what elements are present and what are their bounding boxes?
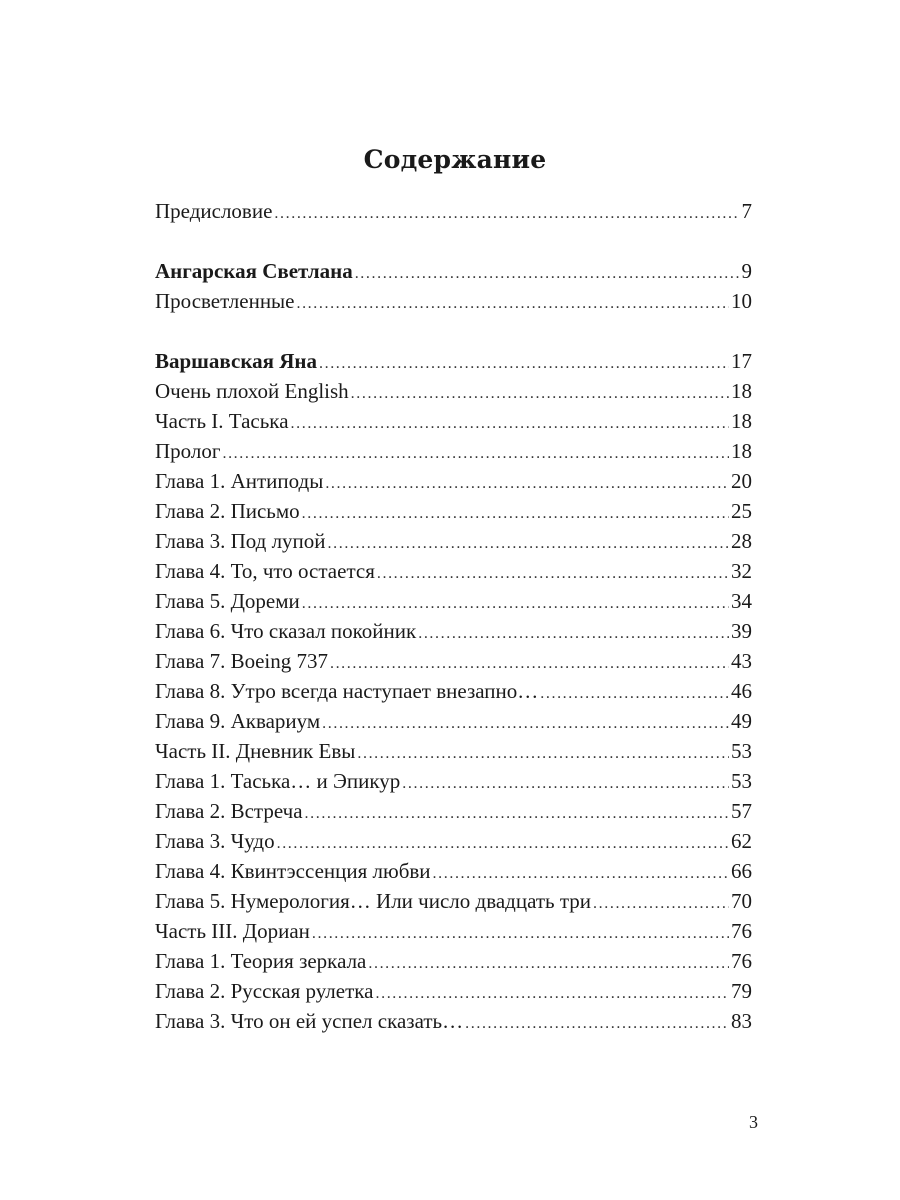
- toc-entry-title: Глава 2. Русская рулетка: [155, 979, 374, 1003]
- toc-entry-page: 53: [731, 739, 752, 763]
- toc-entry-title: Глава 1. Антиподы: [155, 469, 324, 493]
- toc-entry-title: Глава 4. То, что остается: [155, 559, 375, 583]
- dot-leader: [357, 739, 729, 769]
- toc-entry: [155, 796, 752, 826]
- dot-leader: [291, 409, 729, 439]
- toc-entry: [155, 706, 752, 736]
- toc-entry-title: Пролог: [155, 439, 221, 463]
- toc-entry-title: Глава 4. Квинтэссенция любви: [155, 859, 431, 883]
- toc-entry-page: 39: [731, 619, 752, 643]
- toc-entry-title: Глава 1. Теория зеркала: [155, 949, 367, 973]
- toc-entry-title: Варшавская Яна: [155, 349, 317, 373]
- dot-leader: [376, 979, 730, 1009]
- dot-leader: [351, 379, 729, 409]
- toc-entry-title: Глава 3. Что он ей успел сказать…: [155, 1009, 464, 1033]
- dot-leader: [319, 349, 729, 379]
- toc-entry-page: 25: [731, 499, 752, 523]
- toc-entry: [155, 466, 752, 496]
- dot-leader: [465, 1009, 729, 1039]
- page-title: Содержание: [363, 144, 547, 174]
- toc-entry: [155, 976, 752, 1006]
- toc-entry-title: Часть I. Таська: [155, 409, 289, 433]
- toc-entry-title: Часть II. Дневник Евы: [155, 739, 356, 763]
- dot-leader: [433, 859, 729, 889]
- toc-entry-page: 18: [731, 379, 752, 403]
- toc-entry-page: 17: [731, 349, 752, 373]
- dot-leader: [328, 529, 729, 559]
- dot-leader: [222, 439, 729, 469]
- toc-entry: [155, 286, 752, 316]
- toc-entry-page: 10: [731, 289, 752, 313]
- toc-entry-page: 57: [731, 799, 752, 823]
- toc-entry: [155, 1006, 752, 1036]
- dot-leader: [355, 259, 740, 289]
- toc-entry-title: Глава 3. Под лупой: [155, 529, 326, 553]
- toc-entry-title: Глава 2. Встреча: [155, 799, 303, 823]
- dot-leader: [302, 499, 729, 529]
- toc-entry-page: 18: [731, 439, 752, 463]
- toc-entry: [155, 196, 752, 226]
- toc-entry-page: 32: [731, 559, 752, 583]
- toc-entry-page: 28: [731, 529, 752, 553]
- toc-entry-title: Глава 9. Аквариум: [155, 709, 321, 733]
- toc-entry-page: 76: [731, 949, 752, 973]
- toc-entry-title: Глава 6. Что сказал покойник: [155, 619, 417, 643]
- toc-entry-title: Просветленные: [155, 289, 295, 313]
- toc-entry: [155, 766, 752, 796]
- dot-leader: [593, 889, 729, 919]
- toc-entry-page: 66: [731, 859, 752, 883]
- toc-entry-page: 7: [741, 199, 752, 223]
- dot-leader: [312, 919, 729, 949]
- dot-leader: [368, 949, 729, 979]
- toc-entry-page: 34: [731, 589, 752, 613]
- toc-entry-page: 83: [731, 1009, 752, 1033]
- toc-entry-page: 49: [731, 709, 752, 733]
- toc-entry-title: Очень плохой English: [155, 379, 349, 403]
- toc-entry: [155, 496, 752, 526]
- dot-leader: [402, 769, 729, 799]
- toc-entry-title: Глава 7. Boeing 737: [155, 649, 328, 673]
- toc-entry-title: Предисловие: [155, 199, 273, 223]
- toc-entry: [155, 526, 752, 556]
- dot-leader: [540, 679, 729, 709]
- dot-leader: [322, 709, 729, 739]
- toc-entry: [155, 676, 752, 706]
- toc-entry-title: Глава 2. Письмо: [155, 499, 300, 523]
- dot-leader: [274, 199, 739, 229]
- toc-entry: [155, 736, 752, 766]
- toc-entry: [155, 826, 752, 856]
- toc-entry-page: 70: [731, 889, 752, 913]
- toc-entry-page: 20: [731, 469, 752, 493]
- dot-leader: [418, 619, 729, 649]
- toc-entry-page: 53: [731, 769, 752, 793]
- toc-entry: [155, 886, 752, 916]
- dot-leader: [325, 469, 729, 499]
- toc-entry: [155, 556, 752, 586]
- toc-entry-title: Ангарская Светлана: [155, 259, 353, 283]
- toc-entry: [155, 856, 752, 886]
- toc-entry-title: Часть III. Дориан: [155, 919, 310, 943]
- toc-entry: [155, 916, 752, 946]
- toc-entry: [155, 346, 752, 376]
- table-of-contents: [155, 196, 752, 1036]
- toc-entry-title: Глава 5. Дореми: [155, 589, 300, 613]
- toc-entry-page: 46: [731, 679, 752, 703]
- toc-entry-page: 43: [731, 649, 752, 673]
- toc-entry: [155, 616, 752, 646]
- dot-leader: [330, 649, 729, 679]
- toc-entry-title: Глава 5. Нумерология… Или число двадцать три: [155, 889, 592, 913]
- toc-entry: [155, 256, 752, 286]
- toc-entry: [155, 946, 752, 976]
- toc-entry: [155, 586, 752, 616]
- dot-leader: [277, 829, 729, 859]
- toc-entry: [155, 406, 752, 436]
- dot-leader: [302, 589, 729, 619]
- toc-entry-page: 62: [731, 829, 752, 853]
- toc-entry-title: Глава 1. Таська… и Эпикур: [155, 769, 401, 793]
- dot-leader: [377, 559, 729, 589]
- toc-entry: [155, 376, 752, 406]
- toc-entry-page: 9: [741, 259, 752, 283]
- toc-entry: [155, 436, 752, 466]
- page-number: 3: [749, 1112, 758, 1132]
- dot-leader: [296, 289, 729, 319]
- toc-entry-page: 76: [731, 919, 752, 943]
- dot-leader: [305, 799, 729, 829]
- toc-entry-title: Глава 8. Утро всегда наступает внезапно…: [155, 679, 539, 703]
- toc-entry-page: 18: [731, 409, 752, 433]
- toc-entry-page: 79: [731, 979, 752, 1003]
- toc-entry: [155, 646, 752, 676]
- toc-entry-title: Глава 3. Чудо: [155, 829, 275, 853]
